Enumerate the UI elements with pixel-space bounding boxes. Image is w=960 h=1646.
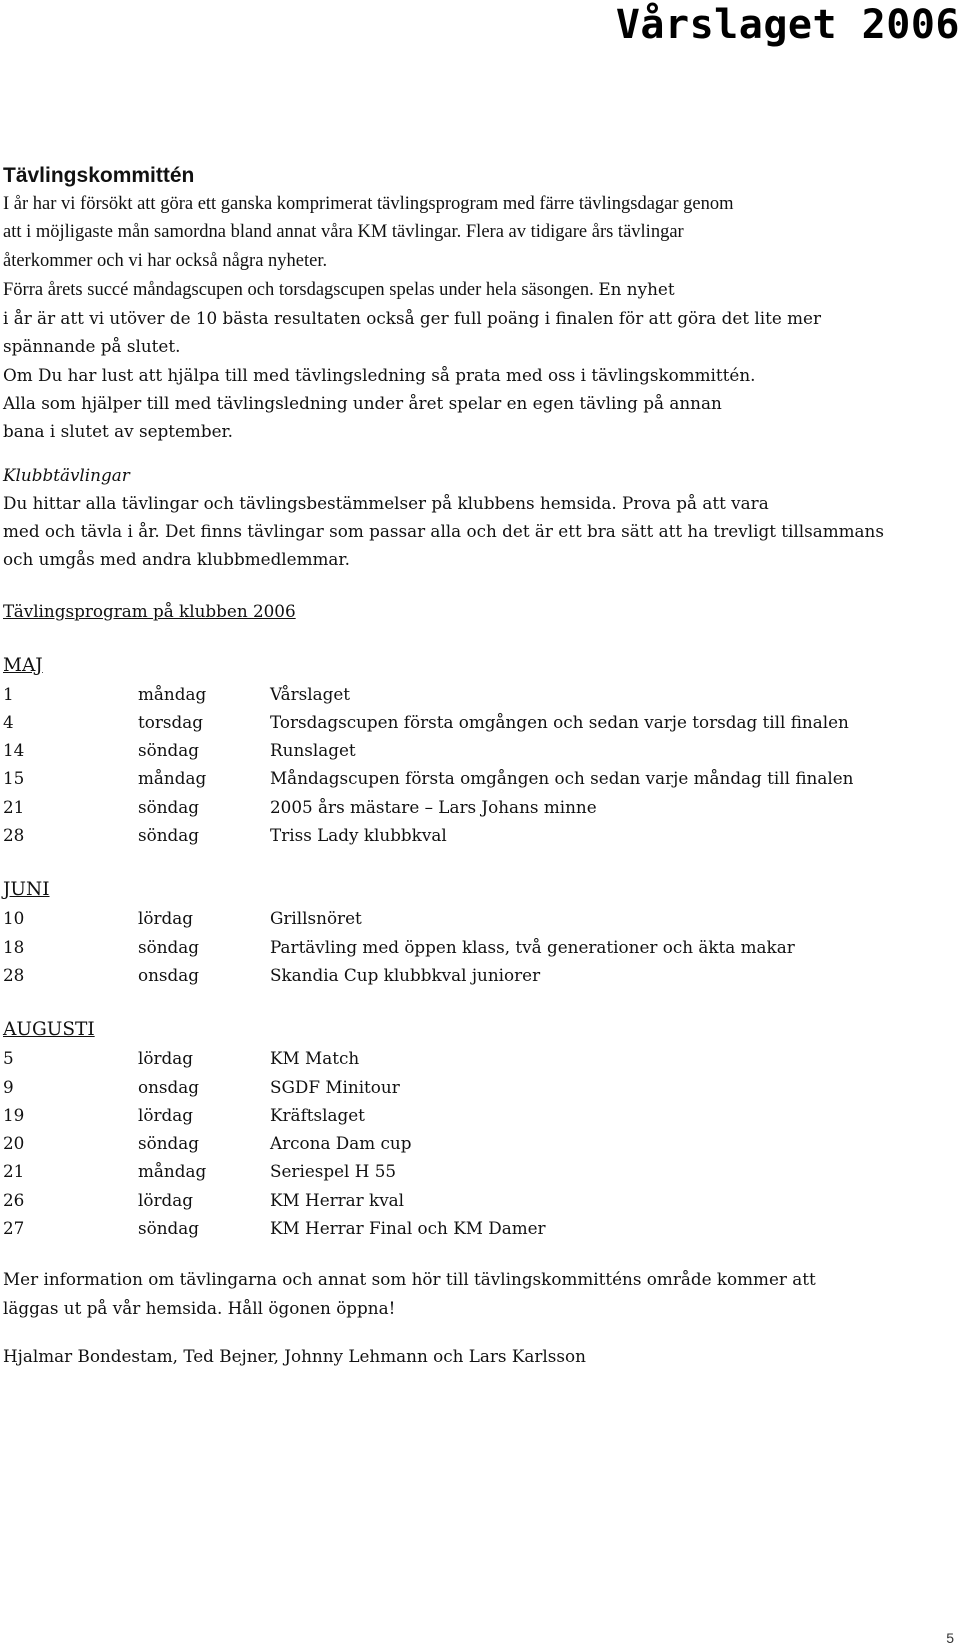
event-day: 10 <box>3 908 25 929</box>
text-line: Mer information om tävlingarna och annat som hör till tävlingskommitténs område kommer att <box>3 1269 816 1290</box>
event-day: 14 <box>3 740 25 761</box>
month-section-juni <box>3 876 953 989</box>
text-line <box>3 275 953 304</box>
event-name: Torsdagscupen första omgången och sedan varje torsdag till finalen <box>270 711 849 732</box>
text-segment: Förra årets succé måndagscupen och torsdagscupen spelas under hela säsongen. <box>3 279 594 300</box>
event-day: 4 <box>3 711 14 732</box>
event-day: 28 <box>3 825 25 846</box>
event-day: 21 <box>3 1161 25 1182</box>
event-row <box>3 680 953 708</box>
month-heading: MAJ <box>3 654 43 676</box>
event-day: 27 <box>3 1218 25 1239</box>
signature: Hjalmar Bondestam, Ted Bejner, Johnny Lehmann och Lars Karlsson <box>3 1345 586 1366</box>
month-heading: JUNI <box>3 879 50 901</box>
event-weekday: måndag <box>138 768 207 789</box>
event-name: Partävling med öppen klass, två generationer och äkta makar <box>270 936 795 957</box>
event-row <box>3 793 953 821</box>
text-line: Om Du har lust att hjälpa till med tävlingsledning så prata med oss i tävlingskommittén. <box>3 364 756 385</box>
text-line: i år är att vi utöver de 10 bästa resultaten också ger full poäng i finalen för att göra det lite mer <box>3 308 821 329</box>
event-day: 5 <box>3 1048 14 1069</box>
text-line: Alla som hjälper till med tävlingsledning under året spelar en egen tävling på annan <box>3 393 722 414</box>
event-weekday: söndag <box>138 740 200 761</box>
event-row <box>3 961 953 989</box>
event-weekday: lördag <box>138 1104 193 1125</box>
text-line: läggas ut på vår hemsida. Håll ögonen öppna! <box>3 1297 396 1318</box>
text-line: återkommer och vi har också några nyheter. <box>3 250 328 271</box>
event-weekday: lördag <box>138 908 193 929</box>
event-name: SGDF Minitour <box>270 1076 400 1097</box>
program-heading: Tävlingsprogram på klubben 2006 <box>3 600 296 621</box>
text-line: och umgås med andra klubbmedlemmar. <box>3 549 350 570</box>
event-name: Kräftslaget <box>270 1104 365 1125</box>
event-row <box>3 1044 953 1072</box>
event-day: 28 <box>3 964 25 985</box>
event-name: KM Herrar Final och KM Damer <box>270 1218 546 1239</box>
text-line: att i möjligaste mån samordna bland annat våra KM tävlingar. Flera av tidigare års tävlingar <box>3 222 684 243</box>
event-row <box>3 1129 953 1157</box>
event-name: Arcona Dam cup <box>270 1133 412 1154</box>
event-name: Seriespel H 55 <box>270 1161 397 1182</box>
club-competitions-heading: Klubbtävlingar <box>3 464 130 485</box>
more-info-paragraph <box>3 1265 953 1322</box>
event-day: 15 <box>3 768 25 789</box>
event-weekday: onsdag <box>138 1076 200 1097</box>
event-weekday: måndag <box>138 1161 207 1182</box>
month-heading: AUGUSTI <box>3 1019 95 1041</box>
event-row <box>3 1186 953 1214</box>
event-day: 18 <box>3 936 25 957</box>
event-name: Måndagscupen första omgången och sedan varje måndag till finalen <box>270 768 854 789</box>
event-name: Skandia Cup klubbkval juniorer <box>270 964 541 985</box>
event-row <box>3 1073 953 1101</box>
event-row <box>3 933 953 961</box>
event-weekday: söndag <box>138 796 200 817</box>
committee-heading: Tävlingskommittén <box>3 164 195 187</box>
text-segment: En nyhet <box>598 278 675 299</box>
event-row <box>3 1157 953 1185</box>
event-day: 1 <box>3 683 14 704</box>
document-body <box>3 162 953 1370</box>
event-row <box>3 736 953 764</box>
event-day: 9 <box>3 1076 14 1097</box>
event-row <box>3 764 953 792</box>
month-section-augusti <box>3 1016 953 1242</box>
event-weekday: onsdag <box>138 964 200 985</box>
event-day: 19 <box>3 1104 25 1125</box>
event-weekday: söndag <box>138 1133 200 1154</box>
event-weekday: lördag <box>138 1189 193 1210</box>
event-name: Runslaget <box>270 740 356 761</box>
page-number: 5 <box>946 1630 954 1646</box>
event-weekday: söndag <box>138 825 200 846</box>
event-weekday: söndag <box>138 936 200 957</box>
event-row <box>3 708 953 736</box>
event-row <box>3 1214 953 1242</box>
event-weekday: torsdag <box>138 711 203 732</box>
event-day: 21 <box>3 796 25 817</box>
text-line: spännande på slutet. <box>3 336 181 357</box>
event-day: 20 <box>3 1133 25 1154</box>
text-line: bana i slutet av september. <box>3 421 234 442</box>
event-name: KM Herrar kval <box>270 1189 405 1210</box>
event-name: Triss Lady klubbkval <box>270 825 447 846</box>
event-name: 2005 års mästare – Lars Johans minne <box>270 796 597 817</box>
event-name: Vårslaget <box>270 683 351 704</box>
event-weekday: lördag <box>138 1048 193 1069</box>
text-line: Du hittar alla tävlingar och tävlingsbestämmelser på klubbens hemsida. Prova på att vara <box>3 492 769 513</box>
event-weekday: måndag <box>138 683 207 704</box>
event-weekday: söndag <box>138 1218 200 1239</box>
event-row <box>3 821 953 849</box>
event-name: Grillsnöret <box>270 908 362 929</box>
event-row <box>3 904 953 932</box>
text-line: med och tävla i år. Det finns tävlingar som passar alla och det är ett bra sätt att ha trevligt tillsammans <box>3 520 884 541</box>
committee-paragraph <box>3 190 953 446</box>
event-name: KM Match <box>270 1048 360 1069</box>
month-section-maj <box>3 652 953 850</box>
page-header-title: Vårslaget 2006 <box>615 2 960 48</box>
event-day: 26 <box>3 1189 25 1210</box>
event-row <box>3 1101 953 1129</box>
club-competitions-paragraph <box>3 489 953 574</box>
text-line: I år har vi försökt att göra ett ganska komprimerat tävlingsprogram med färre tävlingsdagar genom <box>3 194 734 214</box>
